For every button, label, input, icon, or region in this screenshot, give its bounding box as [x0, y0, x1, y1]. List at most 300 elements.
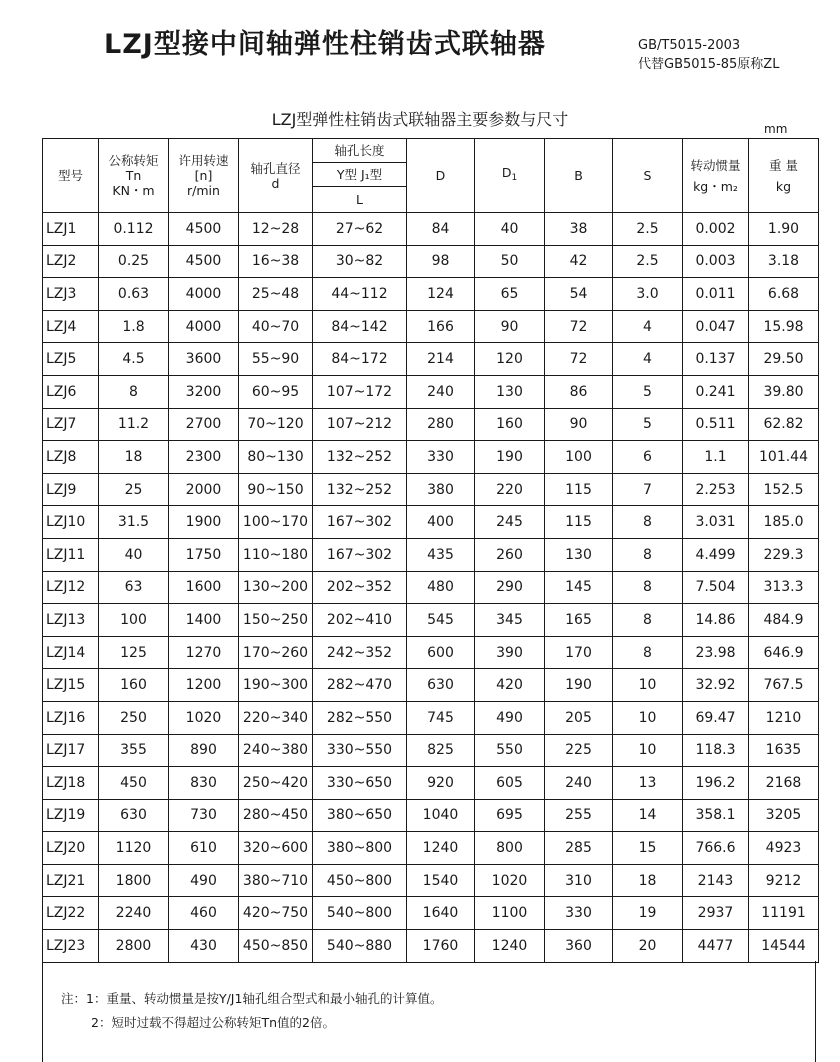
table-cell: 4923 [749, 832, 819, 865]
table-cell: 345 [475, 604, 545, 637]
header-weight [749, 139, 819, 213]
table-cell: 290 [475, 571, 545, 604]
table-cell: 185.0 [749, 506, 819, 539]
table-cell: 0.25 [99, 245, 169, 278]
table-cell: 920 [407, 767, 475, 800]
table-cell: 3.18 [749, 245, 819, 278]
table-cell: 90 [475, 310, 545, 343]
table-cell: 110~180 [239, 538, 313, 571]
table-cell: 118.3 [683, 734, 749, 767]
table-cell: 205 [545, 701, 613, 734]
table-cell: 8 [613, 604, 683, 637]
header-weight-name: 重 量 [769, 157, 798, 173]
table-cell: 69.47 [683, 701, 749, 734]
table-cell: 4000 [169, 278, 239, 311]
header-bore-length-symbol: L [313, 187, 407, 213]
table-cell: 2.5 [613, 213, 683, 246]
table-cell: 255 [545, 799, 613, 832]
table-cell: 220 [475, 473, 545, 506]
header-inertia-unit: kg・m₂ [693, 178, 738, 194]
table-row [43, 278, 819, 311]
table-cell: 13 [613, 767, 683, 800]
table-cell: 229.3 [749, 538, 819, 571]
header-torque-unit: KN・m [112, 183, 155, 198]
table-cell: 490 [169, 864, 239, 897]
table-cell: 115 [545, 506, 613, 539]
unit-label: mm [764, 122, 788, 136]
table-cell: 2168 [749, 767, 819, 800]
table-cell: 220~340 [239, 701, 313, 734]
table-cell: 202~410 [313, 604, 407, 637]
header-bore-types: Y型 J₁型 [313, 163, 407, 187]
standard-info [638, 36, 779, 74]
table-cell: 101.44 [749, 441, 819, 474]
table-cell: 1100 [475, 897, 545, 930]
table-cell: 166 [407, 310, 475, 343]
table-cell: 1.1 [683, 441, 749, 474]
header-inertia-name: 转动惯量 [690, 157, 741, 173]
table-cell: 2300 [169, 441, 239, 474]
model-cell: LZJ15 [43, 669, 99, 702]
table-cell: 540~880 [313, 930, 407, 963]
header-d1-letter: D [501, 165, 512, 180]
table-cell: 80~130 [239, 441, 313, 474]
table-row [43, 767, 819, 800]
table-cell: 40 [475, 213, 545, 246]
table-cell: 5 [613, 408, 683, 441]
table-cell: 70~120 [239, 408, 313, 441]
table-cell: 16~38 [239, 245, 313, 278]
table-cell: 25~48 [239, 278, 313, 311]
table-cell: 90 [545, 408, 613, 441]
table-cell: 2937 [683, 897, 749, 930]
table-cell: 550 [475, 734, 545, 767]
table-cell: 10 [613, 734, 683, 767]
document-title: LZJ型接中间轴弹性柱销齿式联轴器 [104, 29, 546, 60]
table-cell: 380~710 [239, 864, 313, 897]
table-cell: 202~352 [313, 571, 407, 604]
table-cell: 695 [475, 799, 545, 832]
table-cell: 107~212 [313, 408, 407, 441]
table-cell: 19 [613, 897, 683, 930]
table-cell: 730 [169, 799, 239, 832]
table-cell: 5 [613, 375, 683, 408]
table-cell: 890 [169, 734, 239, 767]
header-s: S [613, 139, 683, 213]
table-cell: 160 [475, 408, 545, 441]
table-cell: 630 [99, 799, 169, 832]
table-cell: 610 [169, 832, 239, 865]
table-cell: 825 [407, 734, 475, 767]
table-cell: 1120 [99, 832, 169, 865]
table-cell: 540~800 [313, 897, 407, 930]
table-cell: 330~650 [313, 767, 407, 800]
table-cell: 400 [407, 506, 475, 539]
table-cell: 60~95 [239, 375, 313, 408]
header-torque-symbol: Tn [125, 168, 142, 183]
header-torque [99, 139, 169, 213]
table-cell: 44~112 [313, 278, 407, 311]
table-cell: 484.9 [749, 604, 819, 637]
header-speed-symbol: [n] [194, 168, 213, 183]
header-b: B [545, 139, 613, 213]
table-cell: 9212 [749, 864, 819, 897]
table-cell: 1270 [169, 636, 239, 669]
table-cell: 98 [407, 245, 475, 278]
table-cell: 132~252 [313, 441, 407, 474]
table-cell: 2.253 [683, 473, 749, 506]
table-cell: 2.5 [613, 245, 683, 278]
table-cell: 8 [613, 506, 683, 539]
table-cell: 4500 [169, 213, 239, 246]
table-row [43, 213, 819, 246]
table-cell: 320~600 [239, 832, 313, 865]
table-cell: 4 [613, 343, 683, 376]
table-cell: 12~28 [239, 213, 313, 246]
table-cell: 7 [613, 473, 683, 506]
table-row [43, 864, 819, 897]
table-cell: 100 [545, 441, 613, 474]
table-cell: 2240 [99, 897, 169, 930]
table-cell: 245 [475, 506, 545, 539]
table-cell: 167~302 [313, 538, 407, 571]
table-cell: 450~800 [313, 864, 407, 897]
table-cell: 240 [407, 375, 475, 408]
table-cell: 280~450 [239, 799, 313, 832]
table-cell: 29.50 [749, 343, 819, 376]
table-cell: 84~142 [313, 310, 407, 343]
table-cell: 100 [99, 604, 169, 637]
table-cell: 240 [545, 767, 613, 800]
table-cell: 40 [99, 538, 169, 571]
table-cell: 2143 [683, 864, 749, 897]
table-cell: 4 [613, 310, 683, 343]
table-cell: 1020 [475, 864, 545, 897]
table-cell: 124 [407, 278, 475, 311]
table-cell: 260 [475, 538, 545, 571]
table-cell: 8 [99, 375, 169, 408]
table-cell: 27~62 [313, 213, 407, 246]
table-cell: 420 [475, 669, 545, 702]
table-cell: 1400 [169, 604, 239, 637]
table-cell: 120 [475, 343, 545, 376]
table-cell: 250~420 [239, 767, 313, 800]
standard-number: GB/T5015-2003 [638, 38, 741, 53]
table-cell: 14 [613, 799, 683, 832]
model-cell: LZJ19 [43, 799, 99, 832]
table-cell: 0.003 [683, 245, 749, 278]
header-d: D [407, 139, 475, 213]
model-cell: LZJ20 [43, 832, 99, 865]
table-cell: 90~150 [239, 473, 313, 506]
table-cell: 0.047 [683, 310, 749, 343]
table-cell: 2000 [169, 473, 239, 506]
table-row [43, 604, 819, 637]
table-row [43, 408, 819, 441]
model-cell: LZJ18 [43, 767, 99, 800]
model-cell: LZJ5 [43, 343, 99, 376]
table-cell: 31.5 [99, 506, 169, 539]
table-cell: 225 [545, 734, 613, 767]
table-row [43, 734, 819, 767]
table-row [43, 897, 819, 930]
header-speed-name: 许用转速 [178, 153, 229, 168]
table-cell: 358.1 [683, 799, 749, 832]
table-cell: 250 [99, 701, 169, 734]
table-row [43, 832, 819, 865]
table-cell: 1600 [169, 571, 239, 604]
table-cell: 630 [407, 669, 475, 702]
table-cell: 1900 [169, 506, 239, 539]
table-cell: 1040 [407, 799, 475, 832]
table-cell: 1240 [407, 832, 475, 865]
table-cell: 330 [407, 441, 475, 474]
table-cell: 132~252 [313, 473, 407, 506]
table-cell: 390 [475, 636, 545, 669]
table-cell: 285 [545, 832, 613, 865]
model-cell: LZJ10 [43, 506, 99, 539]
table-cell: 380~800 [313, 832, 407, 865]
table-cell: 460 [169, 897, 239, 930]
table-cell: 62.82 [749, 408, 819, 441]
table-cell: 10 [613, 669, 683, 702]
table-cell: 86 [545, 375, 613, 408]
table-cell: 72 [545, 310, 613, 343]
table-cell: 0.002 [683, 213, 749, 246]
table-cell: 130 [545, 538, 613, 571]
table-cell: 310 [545, 864, 613, 897]
table-row [43, 799, 819, 832]
header-d1 [475, 139, 545, 213]
header-d1-subscript: 1 [511, 173, 518, 183]
table-cell: 435 [407, 538, 475, 571]
table-cell: 170~260 [239, 636, 313, 669]
table-cell: 63 [99, 571, 169, 604]
table-row [43, 701, 819, 734]
table-cell: 18 [99, 441, 169, 474]
table-cell: 1800 [99, 864, 169, 897]
table-cell: 3.031 [683, 506, 749, 539]
replaces-standard: 代替GB5015-85原称ZL [638, 57, 780, 72]
table-cell: 38 [545, 213, 613, 246]
table-cell: 1.90 [749, 213, 819, 246]
table-cell: 490 [475, 701, 545, 734]
table-cell: 25 [99, 473, 169, 506]
table-row [43, 375, 819, 408]
table-cell: 1635 [749, 734, 819, 767]
table-cell: 282~470 [313, 669, 407, 702]
table-row [43, 930, 819, 963]
table-cell: 14544 [749, 930, 819, 963]
model-cell: LZJ21 [43, 864, 99, 897]
model-cell: LZJ13 [43, 604, 99, 637]
model-cell: LZJ2 [43, 245, 99, 278]
table-cell: 313.3 [749, 571, 819, 604]
table-cell: 0.011 [683, 278, 749, 311]
note-2: 2：短时过载不得超过公称转矩Tn值的2倍。 [91, 1015, 335, 1030]
table-cell: 380 [407, 473, 475, 506]
table-row [43, 636, 819, 669]
table-cell: 800 [475, 832, 545, 865]
table-cell: 1020 [169, 701, 239, 734]
model-cell: LZJ4 [43, 310, 99, 343]
table-cell: 40~70 [239, 310, 313, 343]
table-cell: 450 [99, 767, 169, 800]
table-cell: 14.86 [683, 604, 749, 637]
table-cell: 430 [169, 930, 239, 963]
header-weight-unit: kg [775, 178, 792, 194]
table-cell: 600 [407, 636, 475, 669]
table-row [43, 571, 819, 604]
table-cell: 165 [545, 604, 613, 637]
table-cell: 160 [99, 669, 169, 702]
table-cell: 8 [613, 571, 683, 604]
table-cell: 20 [613, 930, 683, 963]
table-cell: 42 [545, 245, 613, 278]
table-cell: 32.92 [683, 669, 749, 702]
table-cell: 145 [545, 571, 613, 604]
table-cell: 125 [99, 636, 169, 669]
table-cell: 84~172 [313, 343, 407, 376]
table-cell: 280 [407, 408, 475, 441]
table-cell: 830 [169, 767, 239, 800]
header-bore-diameter-name: 轴孔直径 [250, 160, 301, 176]
table-cell: 8 [613, 636, 683, 669]
table-cell: 766.6 [683, 832, 749, 865]
table-cell: 0.63 [99, 278, 169, 311]
model-cell: LZJ7 [43, 408, 99, 441]
table-cell: 18 [613, 864, 683, 897]
table-cell: 2700 [169, 408, 239, 441]
table-cell: 0.112 [99, 213, 169, 246]
model-cell: LZJ12 [43, 571, 99, 604]
table-cell: 65 [475, 278, 545, 311]
notes-section [42, 961, 816, 1062]
table-cell: 11.2 [99, 408, 169, 441]
table-cell: 3600 [169, 343, 239, 376]
table-cell: 605 [475, 767, 545, 800]
table-cell: 3205 [749, 799, 819, 832]
header-inertia [683, 139, 749, 213]
table-cell: 330~550 [313, 734, 407, 767]
table-cell: 380~650 [313, 799, 407, 832]
header-bore-length: 轴孔长度 [313, 139, 407, 163]
model-cell: LZJ16 [43, 701, 99, 734]
table-cell: 330 [545, 897, 613, 930]
model-cell: LZJ3 [43, 278, 99, 311]
table-cell: 30~82 [313, 245, 407, 278]
table-row [43, 310, 819, 343]
table-cell: 4500 [169, 245, 239, 278]
model-cell: LZJ22 [43, 897, 99, 930]
table-cell: 10 [613, 701, 683, 734]
table-cell: 1.8 [99, 310, 169, 343]
table-cell: 2800 [99, 930, 169, 963]
model-cell: LZJ6 [43, 375, 99, 408]
table-cell: 167~302 [313, 506, 407, 539]
table-title: LZJ型弹性柱销齿式联轴器主要参数与尺寸 [271, 110, 569, 129]
table-cell: 23.98 [683, 636, 749, 669]
model-cell: LZJ14 [43, 636, 99, 669]
table-cell: 1760 [407, 930, 475, 963]
model-cell: LZJ9 [43, 473, 99, 506]
header-bore-diameter-symbol: d [271, 175, 280, 191]
table-cell: 355 [99, 734, 169, 767]
table-cell: 50 [475, 245, 545, 278]
table-cell: 1750 [169, 538, 239, 571]
model-cell: LZJ1 [43, 213, 99, 246]
table-cell: 130~200 [239, 571, 313, 604]
table-body [43, 213, 819, 963]
table-cell: 55~90 [239, 343, 313, 376]
table-cell: 745 [407, 701, 475, 734]
table-cell: 214 [407, 343, 475, 376]
table-cell: 240~380 [239, 734, 313, 767]
table-cell: 545 [407, 604, 475, 637]
table-cell: 130 [475, 375, 545, 408]
table-cell: 152.5 [749, 473, 819, 506]
table-cell: 72 [545, 343, 613, 376]
table-row [43, 441, 819, 474]
table-cell: 54 [545, 278, 613, 311]
table-row [43, 245, 819, 278]
table-cell: 100~170 [239, 506, 313, 539]
table-cell: 3200 [169, 375, 239, 408]
table-cell: 360 [545, 930, 613, 963]
table-cell: 190~300 [239, 669, 313, 702]
header-bore-diameter [239, 139, 313, 213]
table-cell: 0.511 [683, 408, 749, 441]
table-cell: 7.504 [683, 571, 749, 604]
table-cell: 107~172 [313, 375, 407, 408]
header-model: 型号 [43, 139, 99, 213]
table-cell: 190 [545, 669, 613, 702]
table-cell: 0.241 [683, 375, 749, 408]
table-cell: 39.80 [749, 375, 819, 408]
table-cell: 480 [407, 571, 475, 604]
table-row [43, 473, 819, 506]
table-cell: 1240 [475, 930, 545, 963]
table-cell: 6.68 [749, 278, 819, 311]
table-cell: 4477 [683, 930, 749, 963]
table-cell: 196.2 [683, 767, 749, 800]
table-cell: 1640 [407, 897, 475, 930]
table-row [43, 669, 819, 702]
table-row [43, 506, 819, 539]
table-cell: 0.137 [683, 343, 749, 376]
model-cell: LZJ11 [43, 538, 99, 571]
table-cell: 282~550 [313, 701, 407, 734]
model-cell: LZJ8 [43, 441, 99, 474]
table-cell: 11191 [749, 897, 819, 930]
table-row [43, 538, 819, 571]
parameter-table [42, 138, 819, 963]
table-cell: 646.9 [749, 636, 819, 669]
model-cell: LZJ17 [43, 734, 99, 767]
table-cell: 170 [545, 636, 613, 669]
header-speed-unit: r/min [187, 183, 220, 198]
table-cell: 6 [613, 441, 683, 474]
table-cell: 190 [475, 441, 545, 474]
table-cell: 150~250 [239, 604, 313, 637]
table-cell: 8 [613, 538, 683, 571]
table-cell: 242~352 [313, 636, 407, 669]
table-cell: 1200 [169, 669, 239, 702]
header-speed [169, 139, 239, 213]
table-cell: 4.5 [99, 343, 169, 376]
table-cell: 4.499 [683, 538, 749, 571]
table-cell: 15.98 [749, 310, 819, 343]
